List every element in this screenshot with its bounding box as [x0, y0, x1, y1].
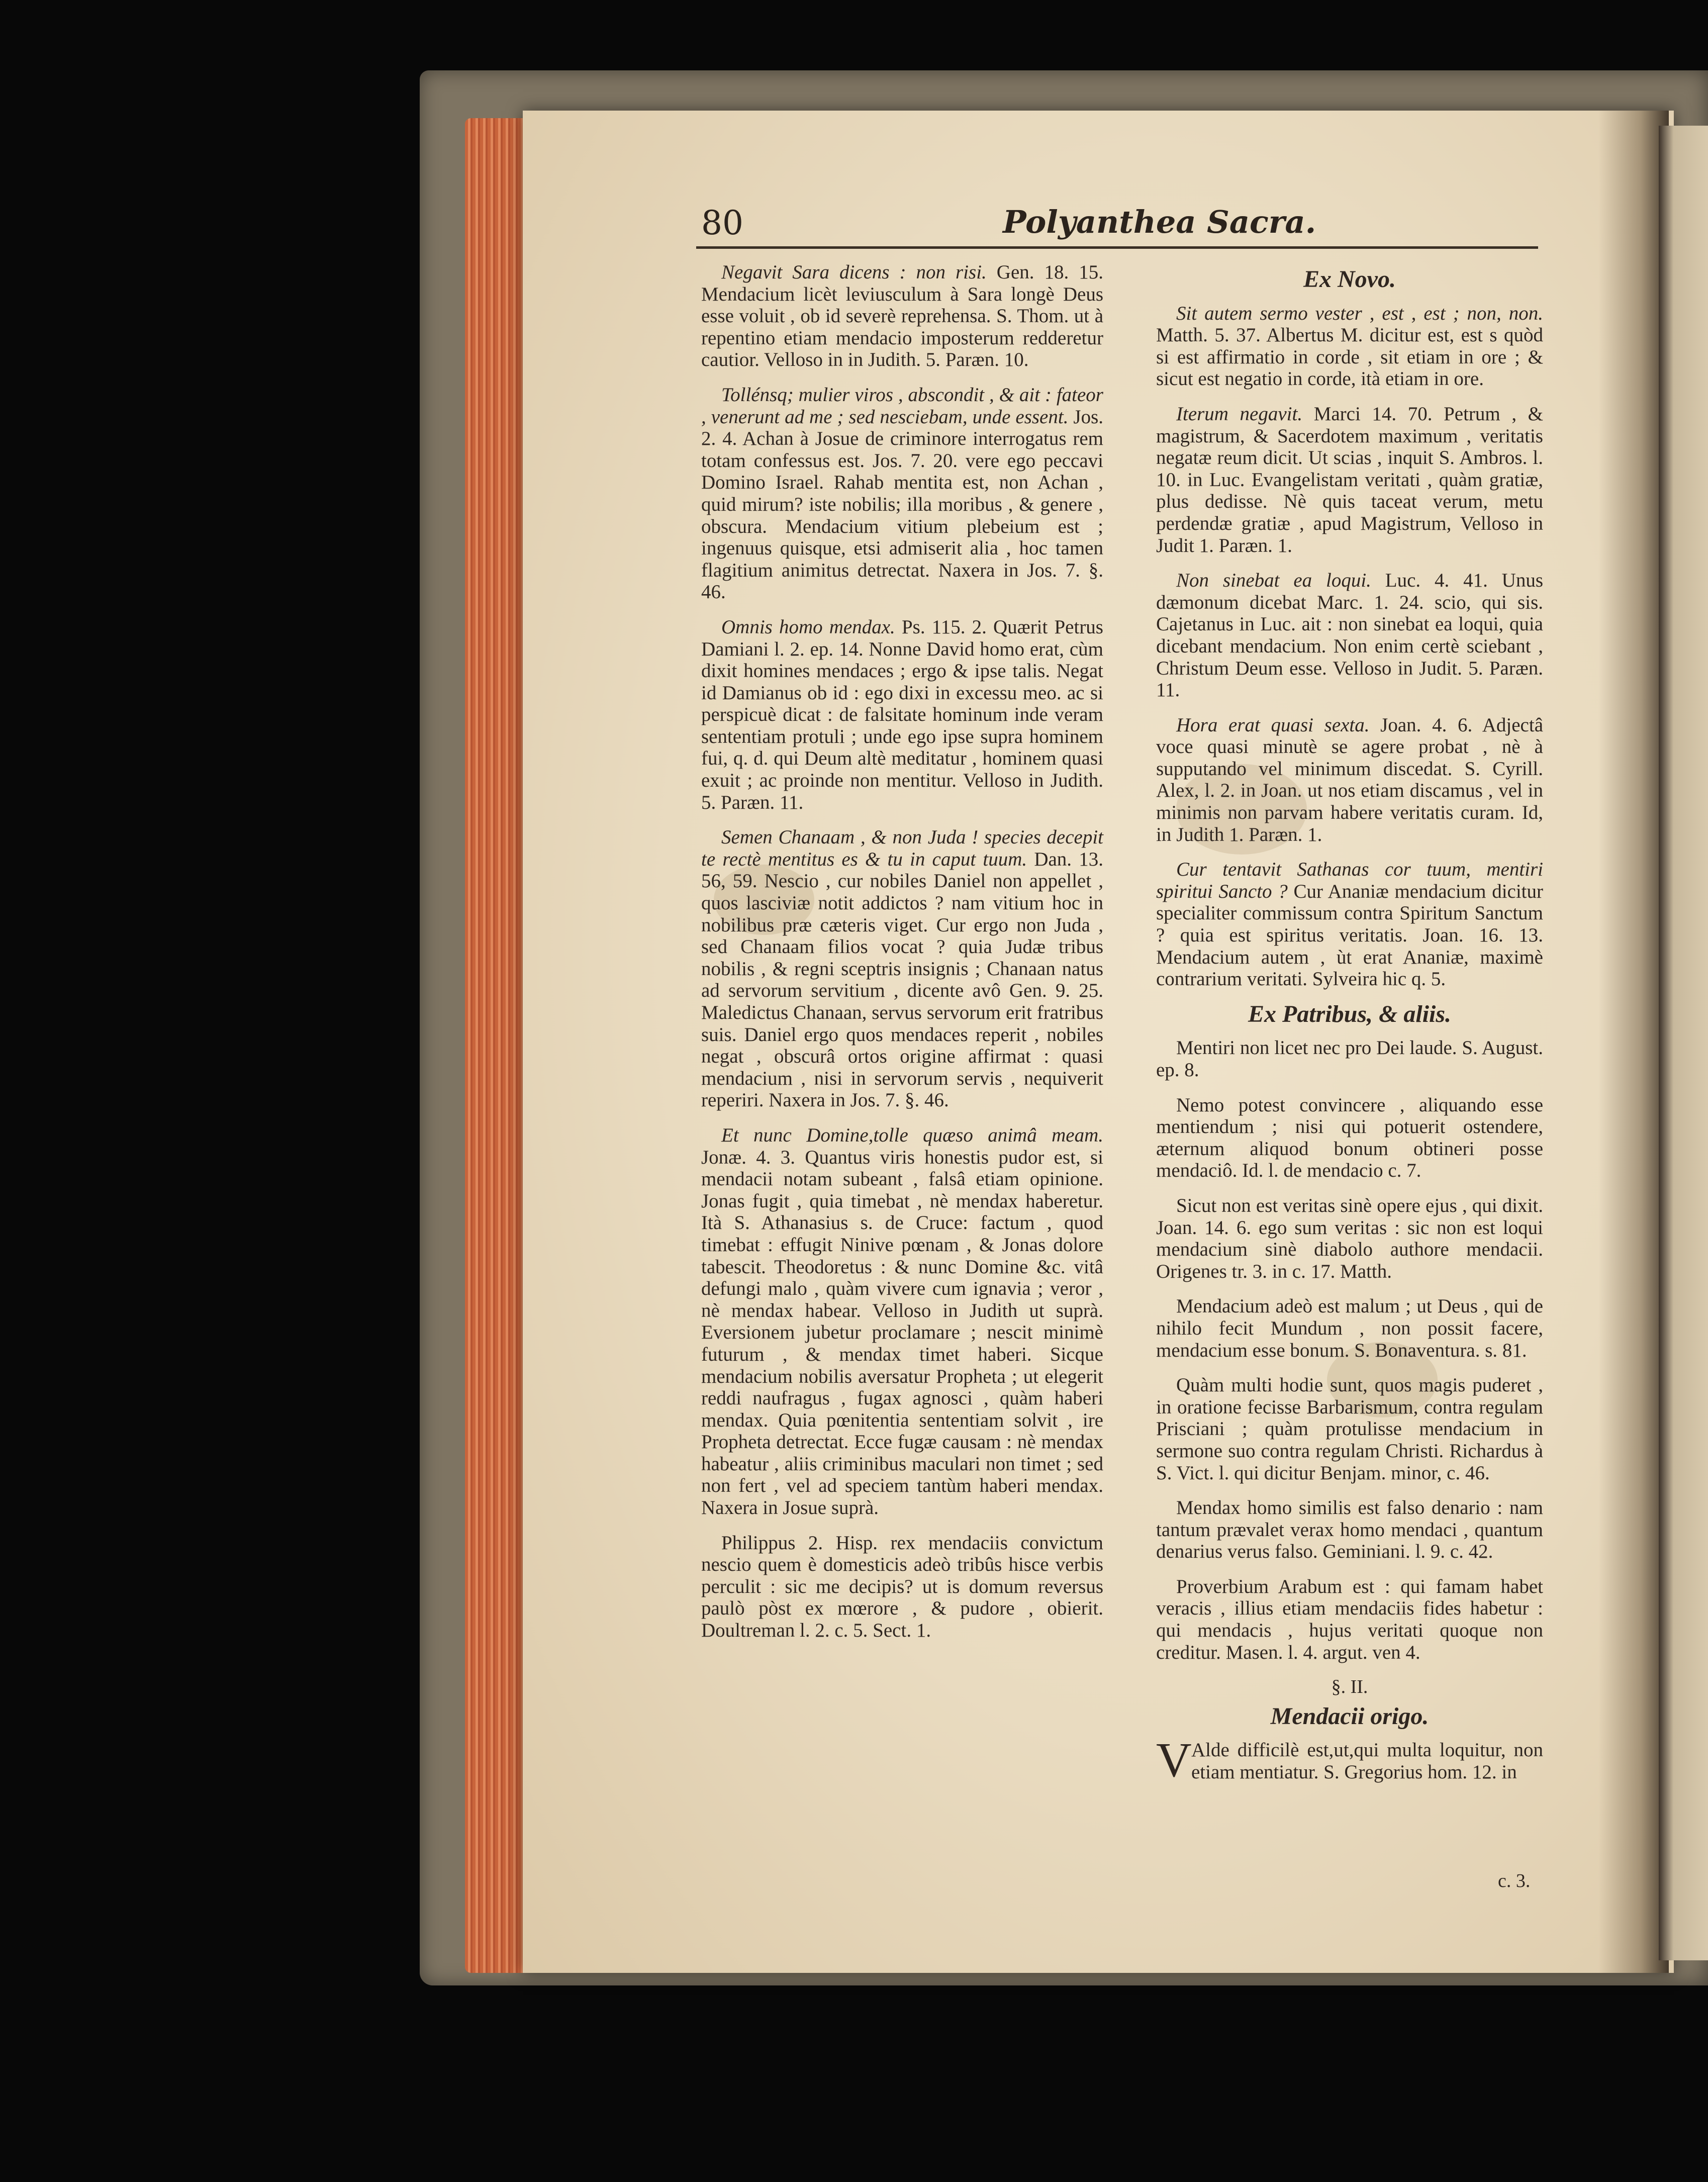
entry: Tollénsq; mulier viros , abscondit , & ait : fateor , venerunt ad me ; sed nesciebam, unde essent. Jos. 2. 4. Achan à Josue de criminore interrogatus rem totam confessus est. Jos. 7. 20. vere ego peccavi Domino Israel. Rahab mentita est, non Achan , quid mirum? iste nobilis; illa moribus , & genere , obscura. Mendacium vitium plebeium est ; ingenuus quisque, etsi admiserit alia , hoc tamen flagitium animitus detrectat. Naxera in Jos. 7. §. 46.	[701, 384, 1104, 603]
heading-ex-patribus: Ex Patribus, & aliis.	[1248, 1000, 1452, 1027]
running-title: Polyanthea Sacra.	[1003, 204, 1316, 240]
entry: Omnis homo mendax. Ps. 115. 2. Quærit Petrus Damiani l. 2. ep. 14. Nonne David homo erat, cùm dixit homines mendaces ; ergo & ipse talis. Negat id Damianus ob id : ego dixi in excessu meo. ac si perspicuè dicat : de falsitate hominum inde veram sententiam protuli ; unde ego ipse supra hominem fui, q. d. qui Deum altè meditatur , hominem quasi exuit ; ac proinde non mentitur. Velloso in Judith. 5. Paræn. 11.	[701, 616, 1103, 813]
entry: Proverbium Arabum est : qui famam habet veracis , illius etiam mendaciis fides habetur : qui mendacis , hujus veritati quoque non creditur. Masen. l. 4. argut. ven 4.	[1156, 1575, 1543, 1663]
catchword: c. 3.	[1498, 1870, 1531, 1891]
page-number: 80	[701, 204, 743, 242]
entry: Sit autem sermo vester , est , est ; non, non. Matth. 5. 37. Albertus M. dicitur est, est s quòd si est affirmatio in corde , sit etiam in ore ; & sicut est negatio in corde, ità etiam in ore.	[1156, 302, 1543, 390]
left-column	[701, 261, 1103, 1655]
entry: Cur tentavit Sathanas cor tuum, mentiri spiritui Sancto ? Cur Ananiæ mendacium dicitur specialiter commissum contra Spiritum Sanctum ? quia est spiritus veritatis. Joan. 16. 13. Mendacium autem , ùt erat Ananiæ, maximè contrarium veritati. Sylveira hic q. 5.	[1156, 859, 1543, 990]
spine-shadow	[1598, 111, 1669, 1973]
entry: Non sinebat ea loqui. Luc. 4. 41. Unus dæmonum dicebat Marc. 1. 24. scio, qui sis. Cajetanus in Luc. ait : non sinebat ea loqui, quia dicebant mendacium. Non enim certè sciebant , Christum Deum esse. Velloso in Judit. 5. Paræn. 11.	[1156, 570, 1543, 701]
entry: Hora erat quasi sexta. Joan. 4. 6. Adjectâ voce quasi minutè se agere probat , nè à supputando vel minimum discedat. S. Cyrill. Alex, l. 2. in Joan. ut nos etiam discamus , vel in minimis non parvam habere veritatis curam. Id, in Judith 1. Paræn. 1.	[1156, 714, 1543, 845]
entry: Sicut non est veritas sinè opere ejus , qui dixit. Joan. 14. 6. ego sum veritas : sic non est loqui mendacium sinè diabolo authore mendacii. Origenes tr. 3. in c. 17. Matth.	[1156, 1194, 1543, 1282]
entry: Mendacium adeò est malum ; ut Deus , qui de nihilo fecit Mundum , non possit facere, mendacium esse bonum. S. Bonaventura. s. 81.	[1156, 1295, 1543, 1361]
right-column	[1156, 261, 1543, 1796]
entry: Iterum negavit. Marci 14. 70. Petrum , & magistrum, & Sacerdotem maximum , veritatis negatæ reum dicit. Ut scias , inquit S. Ambros. l. 10. in Luc. Evangelistam veritati , quàm gratiæ, plus dedisse. Nè quis taceat verum, metu perdendæ gratiæ , apud Magistrum, Velloso in Judit 1. Paræn. 1.	[1156, 403, 1543, 556]
page-edges	[465, 118, 525, 1973]
entry: Negavit Sara dicens : non risi. Gen. 18. 15. Mendacium licèt leviusculum à Sara longè Deus esse voluit , ob id severè reprehensa. S. Thom. ut à repentino etiam mendacio imposterum redderetur cautior. Velloso in in Judith. 5. Paræn. 10.	[701, 261, 1103, 371]
entry: Mendax homo similis est falso denario : nam tantum prævalet verax homo mendaci , quantum denarius verus falso. Geminiani. l. 9. c. 42.	[1156, 1497, 1543, 1563]
entry: Quàm multi hodie sunt, quos magis puderet , in oratione fecisse Barbarismum, contra regulam Prisciani ; quàm protulisse mendacium in sermone suo contra regulam Christi. Richardus à S. Vict. l. qui dicitur Benjam. minor, c. 46.	[1156, 1374, 1543, 1484]
entry: Nemo potest convincere , aliquando esse mentiendum ; nisi qui potuerit ostendere, æternum aliquod bonum obtineri posse mendaciô. Id. l. de mendacio c. 7.	[1156, 1094, 1543, 1182]
drop-cap: V	[1156, 1733, 1192, 1788]
heading-ex-novo: Ex Novo.	[1303, 266, 1396, 293]
facing-page-edge	[1659, 126, 1708, 1960]
entry: Semen Chanaam , & non Juda ! species decepit te rectè mentitus es & tu in caput tuum. Dan. 13. 56, 59. Nescio , cur nobiles Daniel non appellet , quos lasciviæ notit addictos ? nam vitium hoc in nobilibus præ cæteris viget. Cur ergo non Juda , sed Chanaam filios vocat ? quia Judæ tribus nobilis , & regni sceptris insignis ; Chanaan natus ad servorum servitium , dicente avô Gen. 9. 25. Maledictus Chanaan, servus servorum erit fratribus suis. Daniel ergo quos mendaces reperit , nobiles negat , obscurâ ortos origine affirmat : quasi mendacium , nisi in servorum servis , nequiverit reperiri. Naxera in Jos. 7. §. 46.	[701, 826, 1103, 1111]
heading-mendacii-origo: Mendacii origo.	[1270, 1702, 1429, 1730]
header-rule	[696, 246, 1538, 249]
section-number: §. II.	[1331, 1676, 1368, 1698]
entry: Et nunc Domine,tolle quæso animâ meam. Jonæ. 4. 3. Quantus viris honestis pudor est, si mendacii notam subeant , falsâ etiam opinione. Jonas fugit , quia timebat , nè mendax haberetur. Ità S. Athanasius s. de Cruce: factum , quod timebat : effugit Ninive pœnam , & Jonas dolore tabescit. Theodoretus : & nunc Domine &c. vitâ defungi malo , quàm vivere cum ignavia ; veror , nè mendax habear. Velloso in Judith ut suprà. Eversionem jubetur proclamare ; nescit minimè futurum , & mendax timet haberi. Sicque mendacium nobilis aversatur Propheta ; ut elegerit reddi naufragus , fugax agnosci , quàm haberi mendax. Quia pœnitentia sententiam solvit , ire Propheta detrectat. Ecce fugæ causam : nè mendax habeatur , aliis criminibus maculari non timet ; sed non fert , vel ad speciem tantùm haberi mendax. Naxera in Josue suprà.	[701, 1124, 1103, 1519]
entry: Philippus 2. Hisp. rex mendaciis convictum nescio quem è domesticis adeò tribûs hisce verbis perculit : sic me decipis? ut is domum reversus paulò pòst ex mœrore , & pudore , obierit. Doultreman l. 2. c. 5. Sect. 1.	[701, 1532, 1103, 1642]
entry: V Alde difficilè est,ut,qui multa loquitur, non etiam mentiatur. S. Gregorius hom. 12. in	[1156, 1733, 1543, 1788]
entry: Mentiri non licet nec pro Dei laude. S. August. ep. 8.	[1156, 1037, 1543, 1081]
